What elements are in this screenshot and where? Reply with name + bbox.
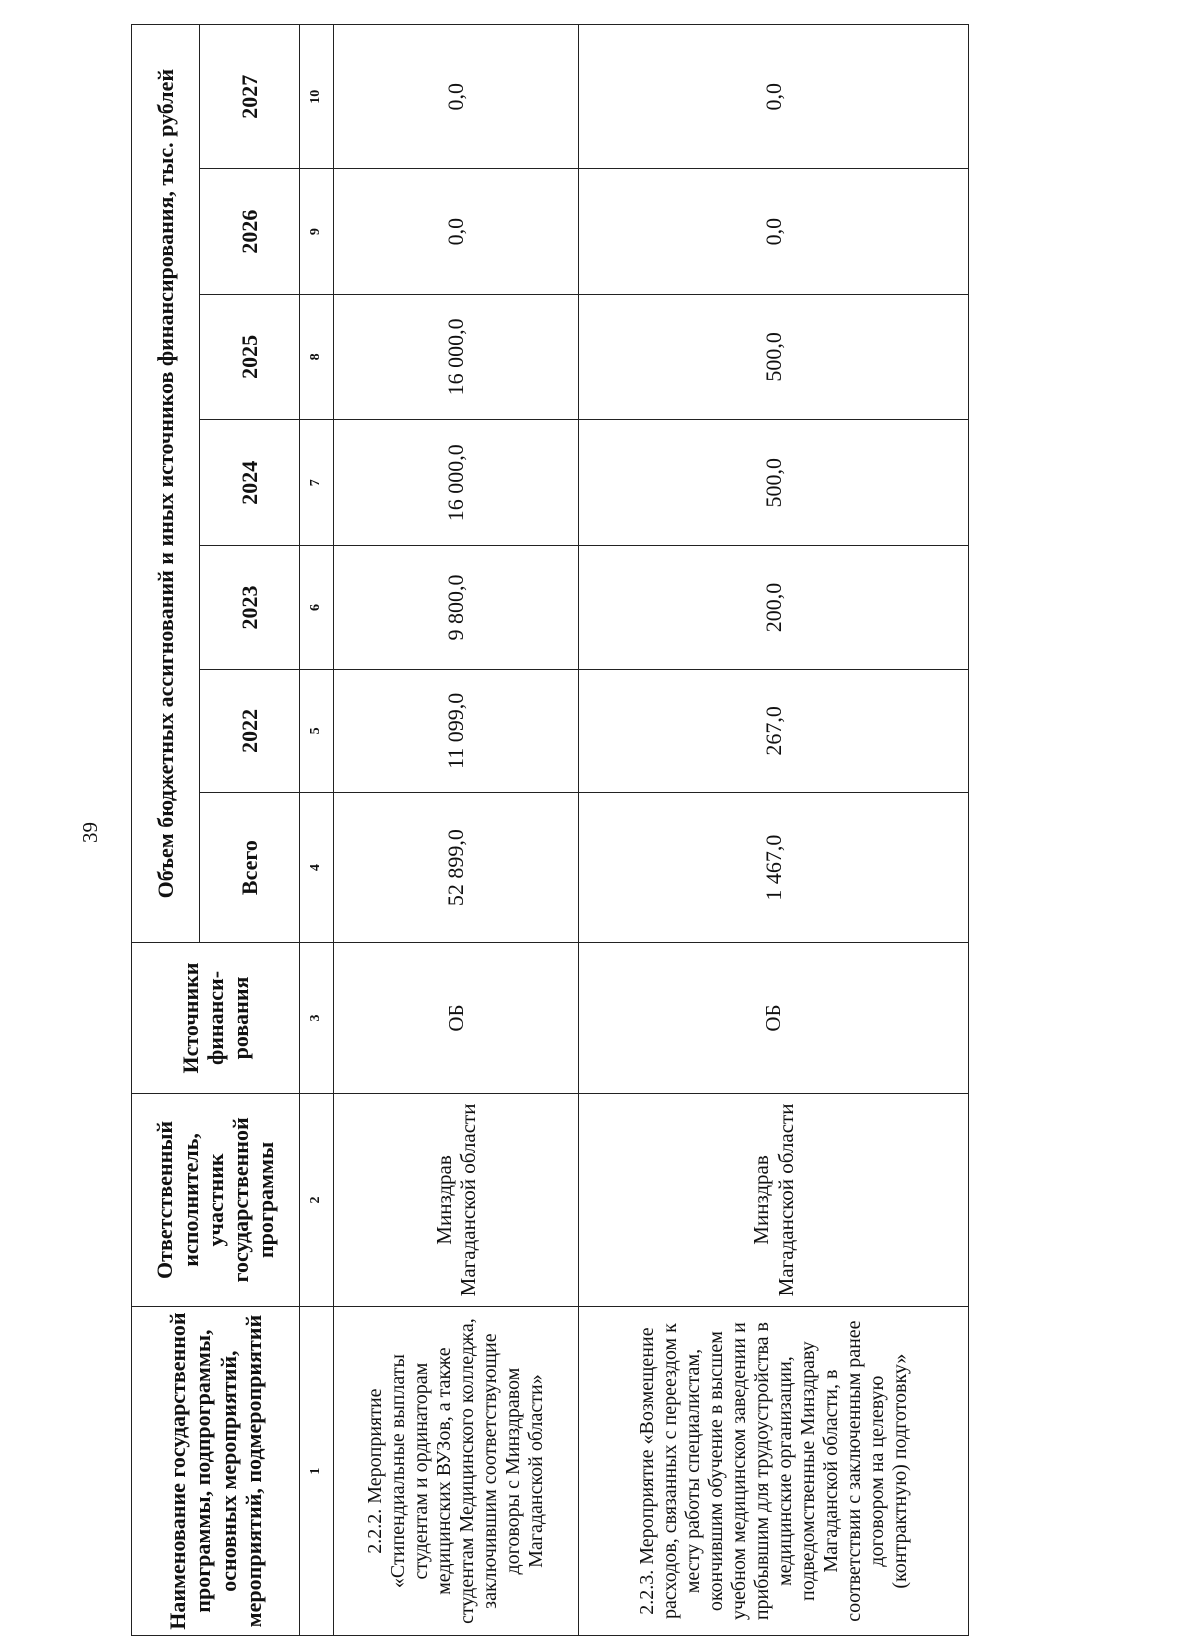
header-year: 2026 — [200, 169, 300, 294]
table-row — [334, 25, 579, 1636]
header-source: Источники финанси-рования — [132, 943, 300, 1093]
page-number: 39 — [78, 822, 102, 843]
row-value: 500,0 — [579, 420, 969, 546]
row-source: ОБ — [579, 943, 969, 1093]
row-name: 2.2.3. Мероприятие «Возмещение расходов, связанных с переездом к месту работы специалистам, окончившим обучение в высшем учебном медицинском заведении и прибывшим для трудоустройства в медицинские организации, подведомственные Минздраву Магаданской области, в соответствии с заключенным ранее договором на целевую (контрактную) подготовку» — [579, 1307, 969, 1636]
header-year: 2027 — [200, 25, 300, 169]
row-executor: Минздрав Магаданской области — [579, 1093, 969, 1307]
row-value: 11 099,0 — [334, 669, 579, 792]
row-value: 0,0 — [579, 25, 969, 169]
header-year: 2025 — [200, 294, 300, 419]
column-number: 4 — [300, 792, 334, 942]
column-number: 8 — [300, 294, 334, 419]
row-name: 2.2.2. Мероприятие «Стипендиальные выплаты студентам и ординаторам медицинских ВУЗов, а также студентам Медицинского колледжа, заключившим соответствующие договоры с Минздравом Магаданской области» — [334, 1307, 579, 1636]
header-executor: Ответственный исполнитель, участник государственной программы — [132, 1093, 300, 1307]
column-number: 7 — [300, 420, 334, 546]
row-value: 16 000,0 — [334, 420, 579, 546]
row-value: 9 800,0 — [334, 546, 579, 669]
row-executor: Минздрав Магаданской области — [334, 1093, 579, 1307]
header-year: 2024 — [200, 420, 300, 546]
row-source: ОБ — [334, 943, 579, 1093]
row-value: 500,0 — [579, 294, 969, 419]
header-year: 2022 — [200, 669, 300, 792]
header-year: 2023 — [200, 546, 300, 669]
row-value: 1 467,0 — [579, 792, 969, 942]
row-value: 200,0 — [579, 546, 969, 669]
column-number: 10 — [300, 25, 334, 169]
column-number: 1 — [300, 1307, 334, 1636]
column-number: 6 — [300, 546, 334, 669]
row-value: 0,0 — [334, 169, 579, 294]
row-value: 52 899,0 — [334, 792, 579, 942]
header-funding-group: Объем бюджетных ассигнований и иных источников финансирования, тыс. рублей — [132, 25, 200, 943]
column-number: 3 — [300, 943, 334, 1093]
column-number: 2 — [300, 1093, 334, 1307]
funding-table — [131, 24, 969, 1636]
header-total: Всего — [200, 792, 300, 942]
header-name: Наименование государственной программы, подпрограммы, основных мероприятий, мероприятий, подмероприятий — [132, 1307, 300, 1636]
row-value: 267,0 — [579, 669, 969, 792]
column-number: 9 — [300, 169, 334, 294]
row-value: 16 000,0 — [334, 294, 579, 419]
column-number: 5 — [300, 669, 334, 792]
row-value: 0,0 — [579, 169, 969, 294]
table-row — [579, 25, 969, 1636]
row-value: 0,0 — [334, 25, 579, 169]
